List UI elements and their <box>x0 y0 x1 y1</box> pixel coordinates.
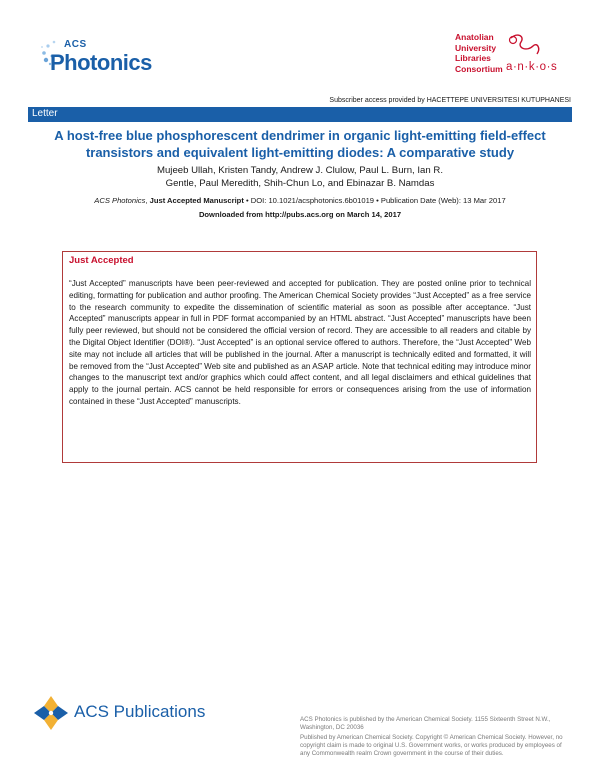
ankos-brand: a·n·k·o·s <box>506 61 558 73</box>
ankos-swirl-icon <box>507 32 543 60</box>
journal-logo-name: Photonics <box>50 50 152 75</box>
consortium-line: Anatolian <box>455 32 494 42</box>
consortium-line: Consortium <box>455 63 503 74</box>
citation-line: ACS Photonics, Just Accepted Manuscript • DOI: 10.1021/acsphotonics.6b01019 • Publication Date (Web): 13 Mar 2017 <box>94 196 506 205</box>
acs-publications-logo[interactable] <box>32 694 232 734</box>
article-authors: Mujeeb Ullah, Kristen Tandy, Andrew J. Clulow, Paul L. Burn, Ian R. Gentle, Paul Meredith, Shih-Chun Lo, and Ebinazar B. Namdas <box>156 165 443 189</box>
acs-publications-label: ACS Publications <box>74 702 206 721</box>
citation-status: Just Accepted Manuscript <box>149 196 244 205</box>
publisher-footer-note <box>300 716 568 759</box>
just-accepted-text: “Just Accepted” manuscripts have been peer-reviewed and accepted for publication. They are posted online prior to technical editing, formatting for publication and author proofing. The American Chemical Society provides “Just Accepted” as a free service to the research community to expedite the dissemination of scientific material as soon as possible after acceptance. “Just Accepted” manuscripts appear in full in PDF format accompanied by an HTML abstract. “Just Accepted” manuscripts have been fully peer reviewed, but should not be considered the official version of record. They are accessible to all readers and citable by the Digital Object Identifier (DOI®). “Just Accepted” is an optional service offered to authors. Therefore, the “Just Accepted” Web site may not include all articles that will be published in the journal. After a manuscript is technically edited and formatted, it will be removed from the “Just Accepted” Web site and published as an ASAP article. Note that technical editing may introduce minor changes to the manuscript text and/or graphics which could affect content, and all legal disclaimers and ethical guidelines that apply to the journal pertain. ACS cannot be held responsible for errors or consequences arising from the use of information contained in these “Just Accepted” manuscripts. <box>69 279 531 406</box>
acs-photonics-logo <box>40 36 155 84</box>
consortium-name <box>455 32 503 74</box>
article-type-bar <box>28 107 572 122</box>
acs-publications-icon <box>32 694 70 732</box>
copyright-notice: Published by American Chemical Society. Copyright © American Chemical Society. However, no copyright claim is made to original U.S. Government works, or works produced by employees of any Commonwealth realm Crown government in the course of their duties. <box>300 733 563 758</box>
consortium-line: Libraries <box>455 53 491 63</box>
citation-journal: ACS Photonics <box>94 196 146 205</box>
article-type-label: Letter <box>32 108 58 119</box>
subscriber-access-note: Subscriber access provided by HACETTEPE UNIVERSITESI KUTUPHANESI <box>329 97 571 104</box>
consortium-line: University <box>455 42 497 53</box>
acs-logo-small: ACS <box>64 39 87 50</box>
article-title[interactable]: A host-free blue phosphorescent dendrimer in organic light-emitting field-effect transistors and equivalent light-emitting diodes: A comparative study <box>54 128 546 160</box>
just-accepted-box <box>62 251 537 463</box>
publisher-address: ACS Photonics is published by the American Chemical Society. 1155 Sixteenth Street N.W., Washington, DC 20036 <box>300 716 551 732</box>
just-accepted-heading: Just Accepted <box>69 255 134 266</box>
citation-details: • DOI: 10.1021/acsphotonics.6b01019 • Publication Date (Web): 13 Mar 2017 <box>243 196 506 205</box>
download-note: Downloaded from http://pubs.acs.org on March 14, 2017 <box>198 210 402 219</box>
ankos-consortium-logo <box>455 32 585 87</box>
